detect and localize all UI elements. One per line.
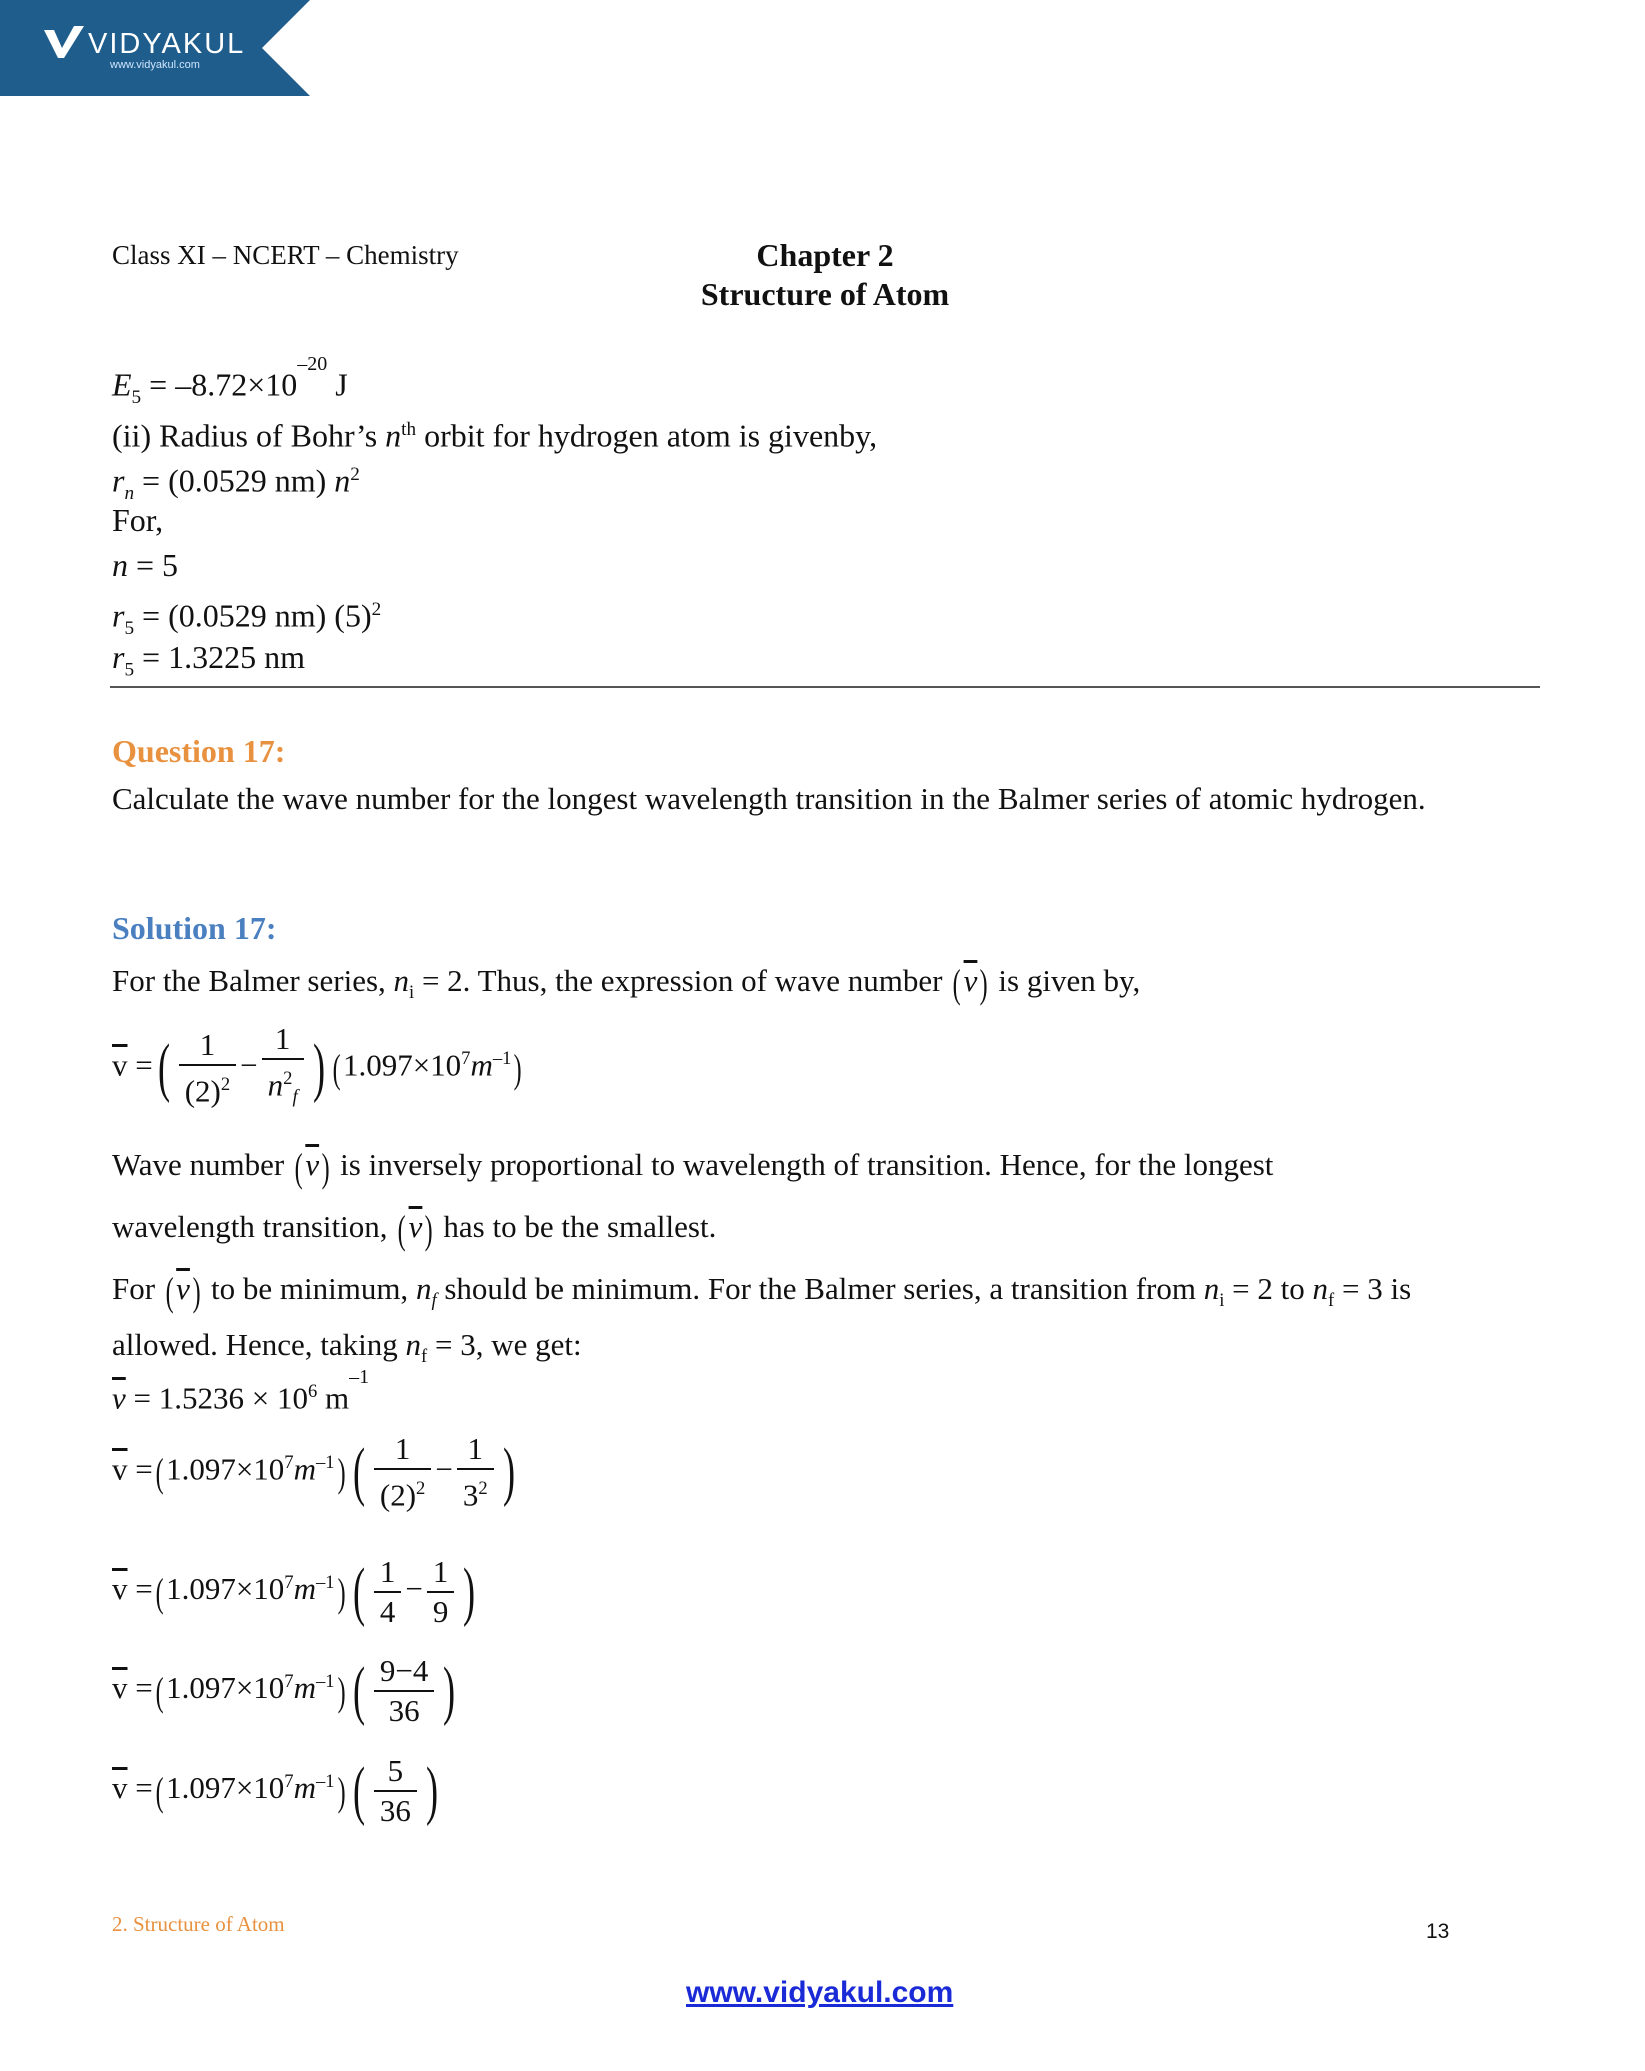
substitution-step-4: $\overline{v} =(1.097\times 10^7m^{-1})$ ( $\frac{5}{36}$ )	[112, 1753, 438, 1828]
footer-website-link[interactable]: www.vidyakul.com	[686, 1976, 954, 2009]
vidyakul-logo[interactable]	[0, 0, 310, 96]
wave-number-formula: $\overline{v}$ =( $\frac{1}{(2)^2}$ − $\frac{1}{n^2_f}$ ) $(1.097\times 10^7m^{-1})$	[112, 1021, 523, 1109]
r5-formula-line: $r_5 = (0.0529$ nm) $(5)^2$	[112, 597, 382, 640]
solution-para-5: allowed. Hence, taking $n_f = 3$, we get:	[112, 1327, 582, 1368]
logo-url: www.vidyakul.com	[110, 59, 200, 71]
logo-text: VIDYAKUL	[88, 28, 246, 60]
chapter-number: Chapter 2	[756, 237, 894, 273]
rn-formula-line: $r_n = (0.0529$ nm) $n^2$	[112, 462, 360, 505]
footer-chapter-label: 2. Structure of Atom	[112, 1912, 285, 1936]
chapter-heading	[600, 236, 1050, 314]
substitution-step-2: $\overline{v} =(1.097\times 10^7m^{-1})$ ( $\frac{1}{4}$ − $\frac{1}{9}$ )	[112, 1554, 476, 1629]
section-divider	[110, 686, 1540, 688]
solution-para-4: For $(\overline{v})$ to be minimum, $n_f$ should be minimum. For the Balmer series, a transition from $n_i = 2$ to $n_f = 3$ is	[112, 1269, 1412, 1315]
class-label: Class XI – NCERT – Chemistry	[112, 240, 459, 270]
solution-heading: Solution 17:	[112, 910, 277, 946]
page-number: 13	[1426, 1920, 1450, 1943]
n5-line: n = 5	[112, 547, 179, 583]
e5-line: $E_5 = -8.72\times 10^{-20}$ J	[112, 353, 348, 409]
solution-para-2: Wave number $(\overline{v})$ is inversely proportional to wavelength of transition. Hence, for the longest	[112, 1145, 1274, 1191]
substitution-step-3: $\overline{v} =(1.097\times 10^7m^{-1})$ ( $\frac{9-4}{36}$ )	[112, 1653, 456, 1728]
wave-number-result: $\overline{v} = 1.5236 \times 10^6$ $m^{-1}$	[112, 1366, 370, 1416]
substitution-step-1: $\overline{v} =(1.097\times 10^7m^{-1})$ ( $\frac{1}{(2)^2}$ − $\frac{1}{3^2}$ )	[112, 1431, 515, 1513]
r5-result-line: $r_5 = 1.3225$ nm	[112, 639, 305, 681]
question-heading: Question 17:	[112, 733, 286, 769]
chapter-title: Structure of Atom	[700, 276, 950, 312]
for-line: For,	[112, 502, 164, 538]
radius-intro-line: (ii) Radius of Bohr’s $n^{th}$ orbit for hydrogen atom is givenby,	[112, 417, 878, 454]
solution-para-3: wavelength transition, $(\overline{v})$ has to be the smallest.	[112, 1207, 717, 1253]
solution-para-1: For the Balmer series, $n_i = 2$. Thus, the expression of wave number $(\overline{v})$ is given by,	[112, 961, 1141, 1007]
question-text: Calculate the wave number for the longest wavelength transition in the Balmer series of atomic hydrogen.	[112, 781, 1426, 816]
